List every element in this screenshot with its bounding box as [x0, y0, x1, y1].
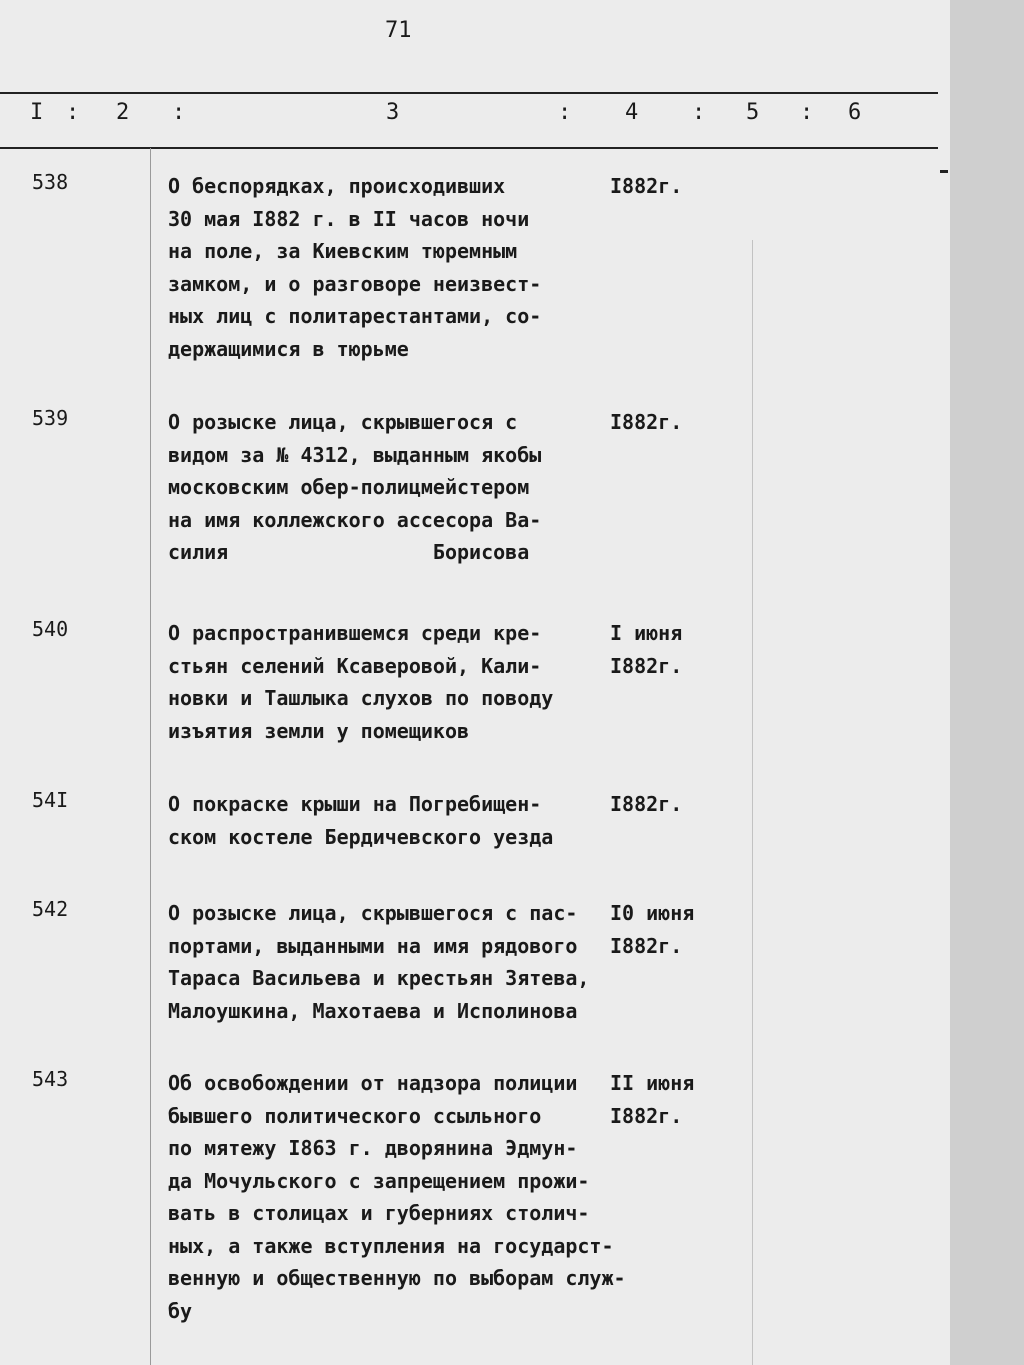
number-column-divider	[150, 148, 151, 1365]
next-page-edge	[950, 0, 1024, 1365]
header-sep-1: :	[66, 100, 80, 125]
entry-date: II июня I882г.	[610, 1071, 695, 1128]
entry-description: Об освобождении от надзора полиции бывшего политического ссыльного по мятежу I863 г. дворянина Эдмун- да Мочульского с запрещением прожи- вать в столицах и губерниях столич- ных, а также вступления на государст- венную и общественную по выборам служ- бу	[168, 1071, 626, 1323]
header-sep-5: :	[800, 100, 814, 125]
header-col-3: 3	[386, 100, 400, 125]
entry-date: I0 июня I882г.	[610, 901, 695, 958]
entry-number: 543	[32, 1067, 69, 1091]
entry-date: I882г.	[610, 410, 683, 434]
header-sep-3: :	[558, 100, 572, 125]
entry-description: О беспорядках, происходивших 30 мая I882 г. в II часов ночи на поле, за Киевским тюремным замком, и о разговоре неизвест- ных лиц с политарестантами, со- держащимися в тюрьме	[168, 174, 542, 361]
page-number: 71	[385, 18, 412, 43]
header-col-5: 5	[746, 100, 760, 125]
entry-number: 539	[32, 406, 69, 430]
header-sep-4: :	[692, 100, 706, 125]
entry-number: 540	[32, 617, 69, 641]
header-col-4: 4	[625, 100, 639, 125]
margin-tick	[940, 170, 948, 173]
entry-description: О покраске крыши на Погребищен- ском костеле Бердичевского уезда	[168, 792, 554, 849]
header-sep-2: :	[172, 100, 186, 125]
entry-number: 54I	[32, 788, 69, 812]
header-top-rule	[0, 92, 938, 94]
entry-description: О распространившемся среди кре- стьян селений Ксаверовой, Кали- новки и Ташлыка слухов по поводу изъятия земли у помещиков	[168, 621, 554, 743]
entry-date: I882г.	[610, 792, 683, 816]
entry-number: 538	[32, 170, 69, 194]
bleed-through-divider	[752, 240, 753, 1365]
header-col-2: 2	[116, 100, 130, 125]
header-col-6: 6	[848, 100, 862, 125]
entry-description: О розыске лица, скрывшегося с пас- портами, выданными на имя рядового Тараса Васильева и крестьян Зятева, Малоушкина, Махотаева и Исполинова	[168, 901, 590, 1023]
entry-date: I882г.	[610, 174, 683, 198]
header-bottom-rule	[0, 147, 938, 149]
header-col-1: I	[30, 100, 44, 125]
entry-number: 542	[32, 897, 69, 921]
entry-description: О розыске лица, скрывшегося с видом за № 4312, выданным якобы московским обер-полицмейстером на имя коллежского ассесора Ва- силия Борисова	[168, 410, 542, 564]
entry-date: I июня I882г.	[610, 621, 683, 678]
